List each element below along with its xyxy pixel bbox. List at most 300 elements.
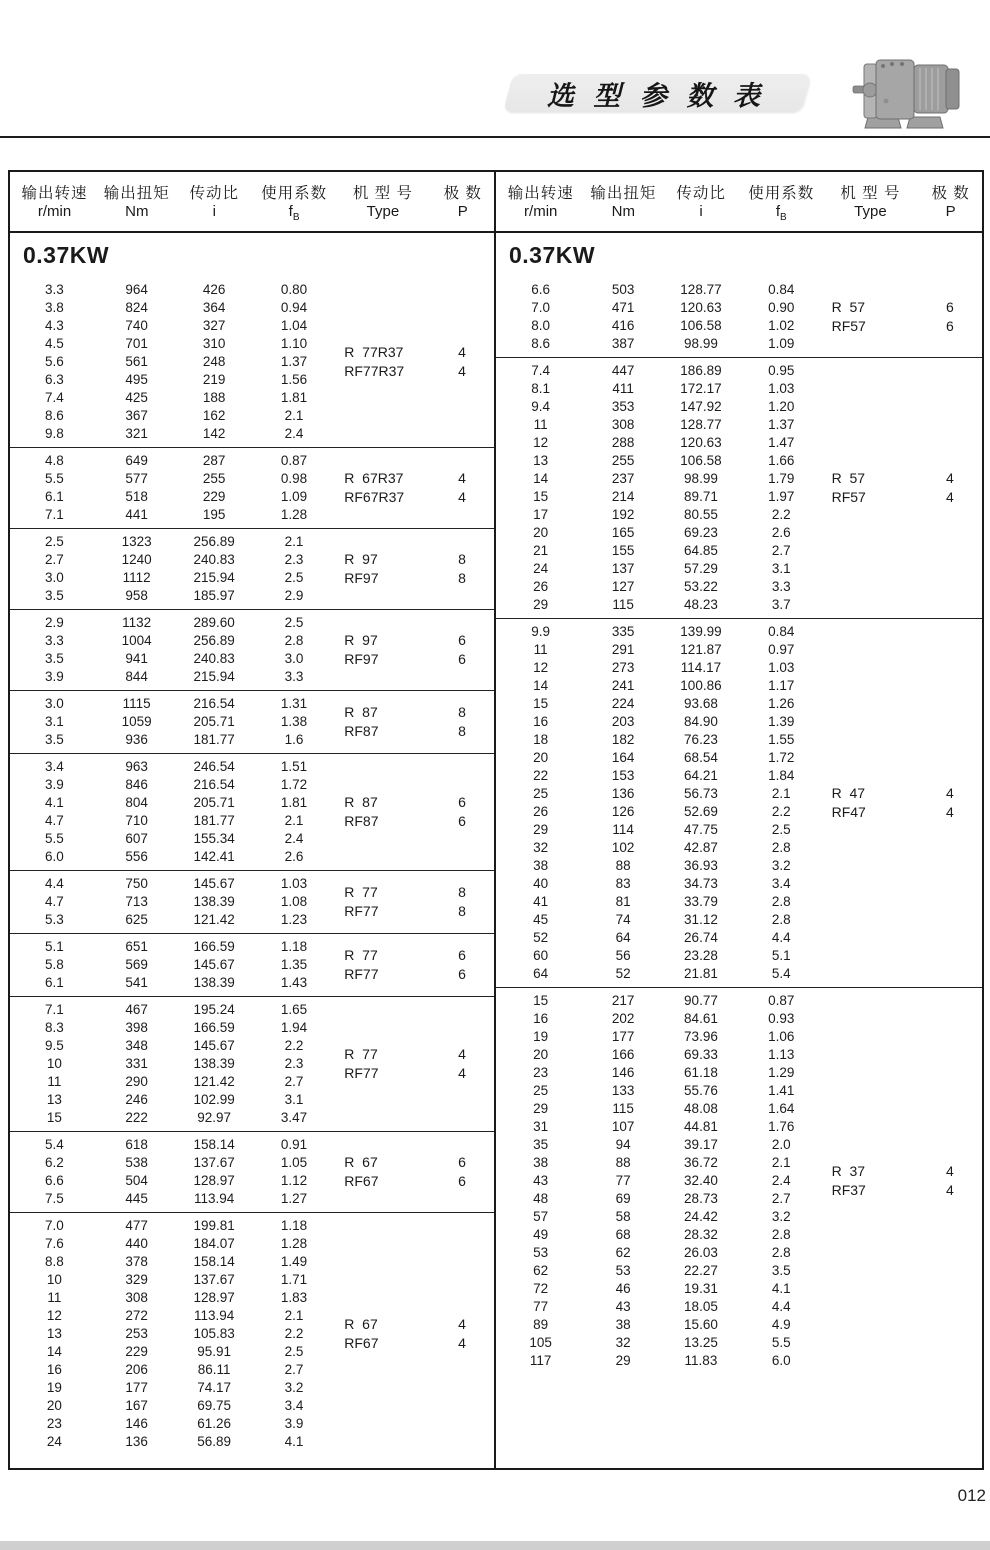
- speed-cell: 12: [533, 660, 549, 675]
- torque-cell: 1115: [122, 696, 151, 711]
- column-header: [822, 181, 920, 223]
- torque-cell: 192: [611, 507, 635, 522]
- service-factor-cell: 1.55: [768, 732, 795, 747]
- torque-cell: 447: [611, 363, 635, 378]
- speed-cell: 8.6: [45, 408, 64, 423]
- torque-cell: 107: [611, 1119, 635, 1134]
- model-line: [334, 965, 494, 984]
- torque-cell: 440: [125, 1236, 148, 1251]
- speed-cell: 6.6: [531, 282, 550, 297]
- ratio-cell: 128.97: [193, 1290, 235, 1305]
- speed-cell: 5.1: [45, 939, 64, 954]
- pole-count: 6: [458, 651, 466, 667]
- group-rows: [10, 758, 334, 866]
- service-factor-cell: 2.2: [771, 507, 791, 522]
- header-rule: [0, 136, 990, 138]
- service-factor-cell: 1.28: [280, 1236, 308, 1251]
- service-factor-cell: 1.12: [280, 1173, 308, 1188]
- service-factor-cell: 1.65: [280, 1002, 308, 1017]
- torque-cell: 246: [125, 1092, 148, 1107]
- service-factor-cell: 2.8: [771, 894, 791, 909]
- torque-cell: 649: [125, 453, 148, 468]
- speed-cell: 8.8: [45, 1254, 64, 1269]
- service-factor-cell: 2.5: [284, 1344, 304, 1359]
- service-factor-cell: 1.38: [280, 714, 308, 729]
- service-factor-cell: 1.72: [768, 750, 795, 765]
- ratio-cell: 69.33: [684, 1047, 718, 1062]
- speed-cell: 40: [533, 876, 549, 891]
- torque-cell: 1132: [122, 615, 152, 630]
- rating-group: [10, 996, 494, 1131]
- ratio-cell: 13.25: [684, 1335, 718, 1350]
- column-headers: [496, 172, 982, 233]
- service-factor-cell: 1.13: [768, 1047, 795, 1062]
- ratio-cell: 426: [202, 282, 226, 297]
- speed-cell: 6.3: [45, 372, 64, 387]
- model-line: [334, 883, 494, 902]
- model-line: [334, 722, 494, 741]
- service-factor-cell: 2.5: [771, 822, 791, 837]
- speed-cell: 5.3: [45, 912, 64, 927]
- service-factor-cell: 1.35: [280, 957, 308, 972]
- pole-count: 4: [946, 785, 954, 801]
- ratio-cell: 185.97: [193, 588, 235, 603]
- torque-cell: 804: [125, 795, 148, 810]
- torque-cell: 133: [611, 1083, 635, 1098]
- ratio-cell: 11.83: [684, 1353, 718, 1368]
- torque-cell: 556: [125, 849, 148, 864]
- torque-cell: 518: [125, 489, 148, 504]
- group-rows: [10, 695, 334, 749]
- ratio-cell: 166.59: [193, 939, 235, 954]
- model-type: RF67R37: [344, 489, 405, 505]
- speed-cell: 9.5: [45, 1038, 64, 1053]
- torque-cell: 964: [125, 282, 148, 297]
- column-headers: [10, 172, 494, 233]
- torque-cell: 126: [611, 804, 635, 819]
- speed-cell: 105: [529, 1335, 552, 1350]
- model-block: [822, 623, 982, 983]
- ratio-cell: 199.81: [193, 1218, 235, 1233]
- group-rows: [10, 875, 334, 929]
- torque-cell: 74: [615, 912, 631, 927]
- ratio-cell: 33.79: [684, 894, 718, 909]
- column-label-cn: 输出转速: [507, 184, 574, 202]
- selection-table: [8, 170, 984, 1470]
- column-label-unit: r/min: [524, 202, 558, 220]
- ratio-cell: 100.86: [680, 678, 722, 693]
- group-rows: [10, 1001, 334, 1127]
- model-line: [334, 1153, 494, 1172]
- torque-cell: 136: [125, 1434, 148, 1449]
- model-type: RF77: [344, 966, 379, 982]
- column-label-cn: 极 数: [931, 184, 970, 202]
- pole-count: 4: [458, 363, 466, 379]
- group-rows: [496, 992, 822, 1370]
- torque-cell: 321: [125, 426, 148, 441]
- pole-count: 6: [946, 299, 954, 315]
- model-type: RF57: [831, 489, 866, 505]
- pole-count: 4: [946, 804, 954, 820]
- ratio-cell: 137.67: [193, 1155, 235, 1170]
- column-header: [919, 181, 982, 223]
- ratio-cell: 128.97: [193, 1173, 235, 1188]
- speed-cell: 3.3: [45, 282, 64, 297]
- speed-cell: 23: [46, 1416, 62, 1431]
- service-factor-cell: 1.39: [768, 714, 795, 729]
- rating-group: [10, 277, 494, 447]
- model-block: [334, 695, 494, 749]
- model-type: R 67: [344, 1316, 378, 1332]
- service-factor-cell: 1.72: [280, 777, 308, 792]
- torque-cell: 58: [615, 1209, 631, 1224]
- ratio-cell: 42.87: [684, 840, 718, 855]
- service-factor-cell: 4.9: [771, 1317, 791, 1332]
- torque-cell: 504: [125, 1173, 148, 1188]
- speed-cell: 3.5: [45, 651, 64, 666]
- ratio-cell: 162: [202, 408, 226, 423]
- column-label-unit: Nm: [611, 202, 635, 220]
- ratio-cell: 137.67: [193, 1272, 235, 1287]
- torque-cell: 167: [125, 1398, 148, 1413]
- service-factor-cell: 2.1: [284, 534, 304, 549]
- service-factor-cell: 1.66: [768, 453, 795, 468]
- service-factor-cell: 1.18: [280, 939, 308, 954]
- torque-cell: 1112: [122, 570, 151, 585]
- ratio-cell: 98.99: [684, 336, 718, 351]
- model-type: R 37: [831, 1163, 866, 1179]
- torque-cell: 348: [125, 1038, 148, 1053]
- service-factor-cell: 0.84: [768, 624, 795, 639]
- speed-cell: 16: [46, 1362, 62, 1377]
- ratio-cell: 64.21: [684, 768, 718, 783]
- speed-cell: 6.1: [45, 489, 64, 504]
- service-factor-cell: 3.5: [771, 1263, 791, 1278]
- speed-cell: 19: [533, 1029, 549, 1044]
- service-factor-cell: 1.76: [768, 1119, 795, 1134]
- ratio-cell: 113.94: [193, 1308, 235, 1323]
- torque-cell: 222: [125, 1110, 148, 1125]
- torque-cell: 335: [611, 624, 635, 639]
- torque-cell: 32: [615, 1335, 631, 1350]
- ratio-cell: 61.26: [197, 1416, 231, 1431]
- model-type: R 77: [344, 947, 378, 963]
- column-label-unit: $f_B$: [288, 202, 300, 223]
- service-factor-cell: 0.95: [768, 363, 795, 378]
- service-factor-cell: 3.3: [284, 669, 304, 684]
- torque-cell: 56: [615, 948, 631, 963]
- ratio-cell: 256.89: [193, 633, 235, 648]
- torque-cell: 824: [125, 300, 148, 315]
- speed-cell: 38: [533, 1155, 549, 1170]
- model-type: RF97: [344, 570, 379, 586]
- speed-cell: 20: [533, 750, 549, 765]
- speed-cell: 7.0: [45, 1218, 64, 1233]
- service-factor-cell: 2.4: [771, 1173, 791, 1188]
- torque-cell: 153: [611, 768, 635, 783]
- power-rating-label: 0.37KW: [23, 241, 110, 268]
- model-type: R 77: [344, 884, 378, 900]
- speed-cell: 3.8: [45, 300, 64, 315]
- service-factor-cell: 2.8: [771, 1227, 791, 1242]
- column-label-unit: r/min: [37, 202, 72, 220]
- model-line: [334, 793, 494, 812]
- torque-cell: 503: [611, 282, 635, 297]
- speed-cell: 20: [533, 525, 549, 540]
- ratio-cell: 240.83: [193, 651, 235, 666]
- service-factor-cell: 1.23: [280, 912, 308, 927]
- service-factor-cell: 1.43: [280, 975, 308, 990]
- service-factor-cell: 1.08: [280, 894, 308, 909]
- ratio-cell: 102.99: [193, 1092, 235, 1107]
- model-block: [822, 362, 982, 614]
- speed-cell: 10: [46, 1056, 62, 1071]
- ratio-cell: 188: [202, 390, 226, 405]
- ratio-cell: 56.89: [197, 1434, 231, 1449]
- column-header: [585, 181, 661, 223]
- ratio-cell: 248: [202, 354, 226, 369]
- torque-cell: 936: [125, 732, 148, 747]
- pole-count: 8: [458, 723, 466, 739]
- speed-cell: 19: [46, 1380, 62, 1395]
- service-factor-cell: 5.4: [771, 966, 791, 981]
- speed-cell: 9.4: [531, 399, 550, 414]
- service-factor-cell: 1.17: [768, 678, 795, 693]
- torque-cell: 941: [125, 651, 148, 666]
- service-factor-cell: 1.37: [280, 354, 308, 369]
- ratio-cell: 76.23: [684, 732, 718, 747]
- torque-cell: 46: [615, 1281, 631, 1296]
- column-label-cn: 机 型 号: [352, 184, 413, 202]
- model-line: [334, 703, 494, 722]
- column-label-cn: 传动比: [189, 184, 239, 202]
- model-type: R 57: [831, 299, 866, 315]
- service-factor-cell: 1.10: [280, 336, 308, 351]
- torque-cell: 166: [611, 1047, 635, 1062]
- torque-cell: 217: [611, 993, 635, 1008]
- service-factor-cell: 1.26: [768, 696, 795, 711]
- speed-cell: 16: [533, 714, 549, 729]
- pole-count: 4: [458, 344, 466, 360]
- ratio-cell: 24.42: [684, 1209, 718, 1224]
- pole-count: 6: [458, 1173, 466, 1189]
- column-label-cn: 输出扭矩: [590, 184, 657, 202]
- torque-cell: 115: [612, 1101, 634, 1116]
- torque-cell: 69: [615, 1191, 631, 1206]
- torque-cell: 541: [125, 975, 148, 990]
- service-factor-cell: 2.3: [284, 1056, 304, 1071]
- ratio-cell: 23.28: [684, 948, 718, 963]
- service-factor-cell: 3.4: [284, 1398, 304, 1413]
- service-factor-cell: 2.7: [284, 1362, 304, 1377]
- service-factor-cell: 0.93: [768, 1011, 795, 1026]
- ratio-cell: 36.72: [684, 1155, 718, 1170]
- service-factor-cell: 2.7: [284, 1074, 304, 1089]
- model-type: R 47: [831, 785, 866, 801]
- service-factor-cell: 2.6: [284, 849, 304, 864]
- torque-cell: 398: [125, 1020, 148, 1035]
- speed-cell: 7.1: [45, 507, 64, 522]
- torque-cell: 53: [615, 1263, 631, 1278]
- service-factor-cell: 1.09: [280, 489, 308, 504]
- service-factor-cell: 2.5: [284, 615, 304, 630]
- ratio-cell: 364: [202, 300, 226, 315]
- ratio-cell: 166.59: [193, 1020, 235, 1035]
- speed-cell: 15: [533, 489, 549, 504]
- torque-cell: 203: [611, 714, 635, 729]
- service-factor-cell: 1.97: [768, 489, 795, 504]
- service-factor-cell: 1.41: [768, 1083, 795, 1098]
- speed-cell: 43: [533, 1173, 549, 1188]
- service-factor-cell: 1.06: [768, 1029, 795, 1044]
- speed-cell: 20: [46, 1398, 62, 1413]
- speed-cell: 5.5: [45, 831, 64, 846]
- ratio-cell: 205.71: [193, 714, 235, 729]
- torque-cell: 331: [125, 1056, 148, 1071]
- ratio-cell: 39.17: [684, 1137, 718, 1152]
- service-factor-cell: 1.03: [280, 876, 308, 891]
- ratio-cell: 287: [202, 453, 226, 468]
- ratio-cell: 155.34: [193, 831, 235, 846]
- column-label-cn: 极 数: [443, 184, 482, 202]
- column-header: [99, 181, 175, 223]
- ratio-cell: 92.97: [197, 1110, 231, 1125]
- ratio-cell: 255: [202, 471, 226, 486]
- model-line: [334, 550, 494, 569]
- ratio-cell: 84.61: [684, 1011, 718, 1026]
- model-block: [334, 452, 494, 524]
- ratio-cell: 139.99: [680, 624, 722, 639]
- ratio-cell: 215.94: [193, 570, 235, 585]
- service-factor-cell: 2.1: [771, 1155, 791, 1170]
- speed-cell: 7.5: [45, 1191, 64, 1206]
- speed-cell: 23: [533, 1065, 549, 1080]
- pole-count: 6: [458, 794, 466, 810]
- service-factor-cell: 1.83: [280, 1290, 308, 1305]
- speed-cell: 10: [46, 1272, 62, 1287]
- torque-cell: 367: [125, 408, 148, 423]
- ratio-cell: 93.68: [684, 696, 718, 711]
- speed-cell: 9.8: [45, 426, 64, 441]
- torque-cell: 253: [125, 1326, 148, 1341]
- speed-cell: 3.5: [45, 732, 64, 747]
- service-factor-cell: 1.05: [280, 1155, 308, 1170]
- service-factor-cell: 1.79: [768, 471, 795, 486]
- ratio-cell: 73.96: [684, 1029, 718, 1044]
- service-factor-cell: 0.90: [768, 300, 795, 315]
- ratio-cell: 121.42: [193, 1074, 235, 1089]
- torque-cell: 77: [615, 1173, 631, 1188]
- model-type: RF67: [344, 1173, 379, 1189]
- speed-cell: 24: [533, 561, 549, 576]
- ratio-cell: 47.75: [684, 822, 718, 837]
- speed-cell: 4.5: [45, 336, 64, 351]
- ratio-cell: 21.81: [684, 966, 718, 981]
- speed-cell: 8.6: [531, 336, 550, 351]
- service-factor-cell: 1.81: [280, 390, 308, 405]
- ratio-cell: 31.12: [684, 912, 718, 927]
- service-factor-cell: 3.7: [771, 597, 791, 612]
- torque-cell: 224: [611, 696, 635, 711]
- service-factor-cell: 2.1: [284, 408, 304, 423]
- ratio-cell: 64.85: [684, 543, 718, 558]
- ratio-cell: 181.77: [193, 732, 235, 747]
- torque-cell: 146: [611, 1065, 635, 1080]
- ratio-cell: 147.92: [680, 399, 722, 414]
- ratio-cell: 32.40: [684, 1173, 718, 1188]
- speed-cell: 11: [47, 1074, 62, 1089]
- speed-cell: 45: [533, 912, 549, 927]
- ratio-cell: 184.07: [193, 1236, 235, 1251]
- speed-cell: 4.7: [45, 894, 64, 909]
- ratio-cell: 56.73: [684, 786, 718, 801]
- service-factor-cell: 2.1: [771, 786, 791, 801]
- column-label-cn: 使用系数: [748, 184, 815, 202]
- torque-cell: 237: [611, 471, 635, 486]
- ratio-cell: 36.93: [684, 858, 718, 873]
- service-factor-cell: 1.03: [768, 381, 795, 396]
- speed-cell: 15: [533, 993, 549, 1008]
- service-factor-cell: 0.94: [280, 300, 308, 315]
- service-factor-cell: 1.64: [768, 1101, 795, 1116]
- speed-cell: 8.3: [45, 1020, 64, 1035]
- speed-cell: 5.4: [45, 1137, 64, 1152]
- ratio-cell: 145.67: [193, 957, 235, 972]
- speed-cell: 3.1: [45, 714, 64, 729]
- torque-cell: 177: [125, 1380, 148, 1395]
- model-line: [334, 362, 494, 381]
- speed-cell: 29: [533, 1101, 549, 1116]
- column-label-unit: Type: [366, 202, 400, 220]
- service-factor-cell: 2.7: [771, 543, 791, 558]
- torque-cell: 165: [611, 525, 635, 540]
- torque-cell: 102: [611, 840, 635, 855]
- torque-cell: 477: [125, 1218, 148, 1233]
- model-line: [822, 803, 982, 822]
- ratio-cell: 95.91: [197, 1344, 231, 1359]
- gear-motor-image: [852, 50, 964, 140]
- torque-cell: 164: [611, 750, 635, 765]
- column-header: [175, 181, 254, 223]
- group-rows: [10, 938, 334, 992]
- ratio-cell: 34.73: [684, 876, 718, 891]
- rating-group: [10, 690, 494, 753]
- model-block: [334, 938, 494, 992]
- torque-cell: 846: [125, 777, 148, 792]
- ratio-cell: 90.77: [684, 993, 718, 1008]
- pole-count: 6: [458, 632, 466, 648]
- ratio-cell: 69.23: [684, 525, 718, 540]
- torque-cell: 43: [615, 1299, 631, 1314]
- torque-cell: 137: [611, 561, 635, 576]
- ratio-cell: 48.08: [684, 1101, 718, 1116]
- torque-cell: 538: [125, 1155, 148, 1170]
- pole-count: 4: [946, 470, 954, 486]
- ratio-cell: 120.63: [680, 300, 722, 315]
- torque-cell: 241: [611, 678, 635, 693]
- speed-cell: 60: [533, 948, 549, 963]
- column-label-unit: Nm: [125, 202, 149, 220]
- ratio-cell: 216.54: [193, 777, 235, 792]
- model-line: [334, 631, 494, 650]
- model-type: R 97: [344, 632, 378, 648]
- group-rows: [10, 281, 334, 443]
- pole-count: 8: [458, 903, 466, 919]
- service-factor-cell: 2.9: [284, 588, 304, 603]
- service-factor-cell: 1.31: [280, 696, 308, 711]
- speed-cell: 77: [533, 1299, 549, 1314]
- model-line: [334, 569, 494, 588]
